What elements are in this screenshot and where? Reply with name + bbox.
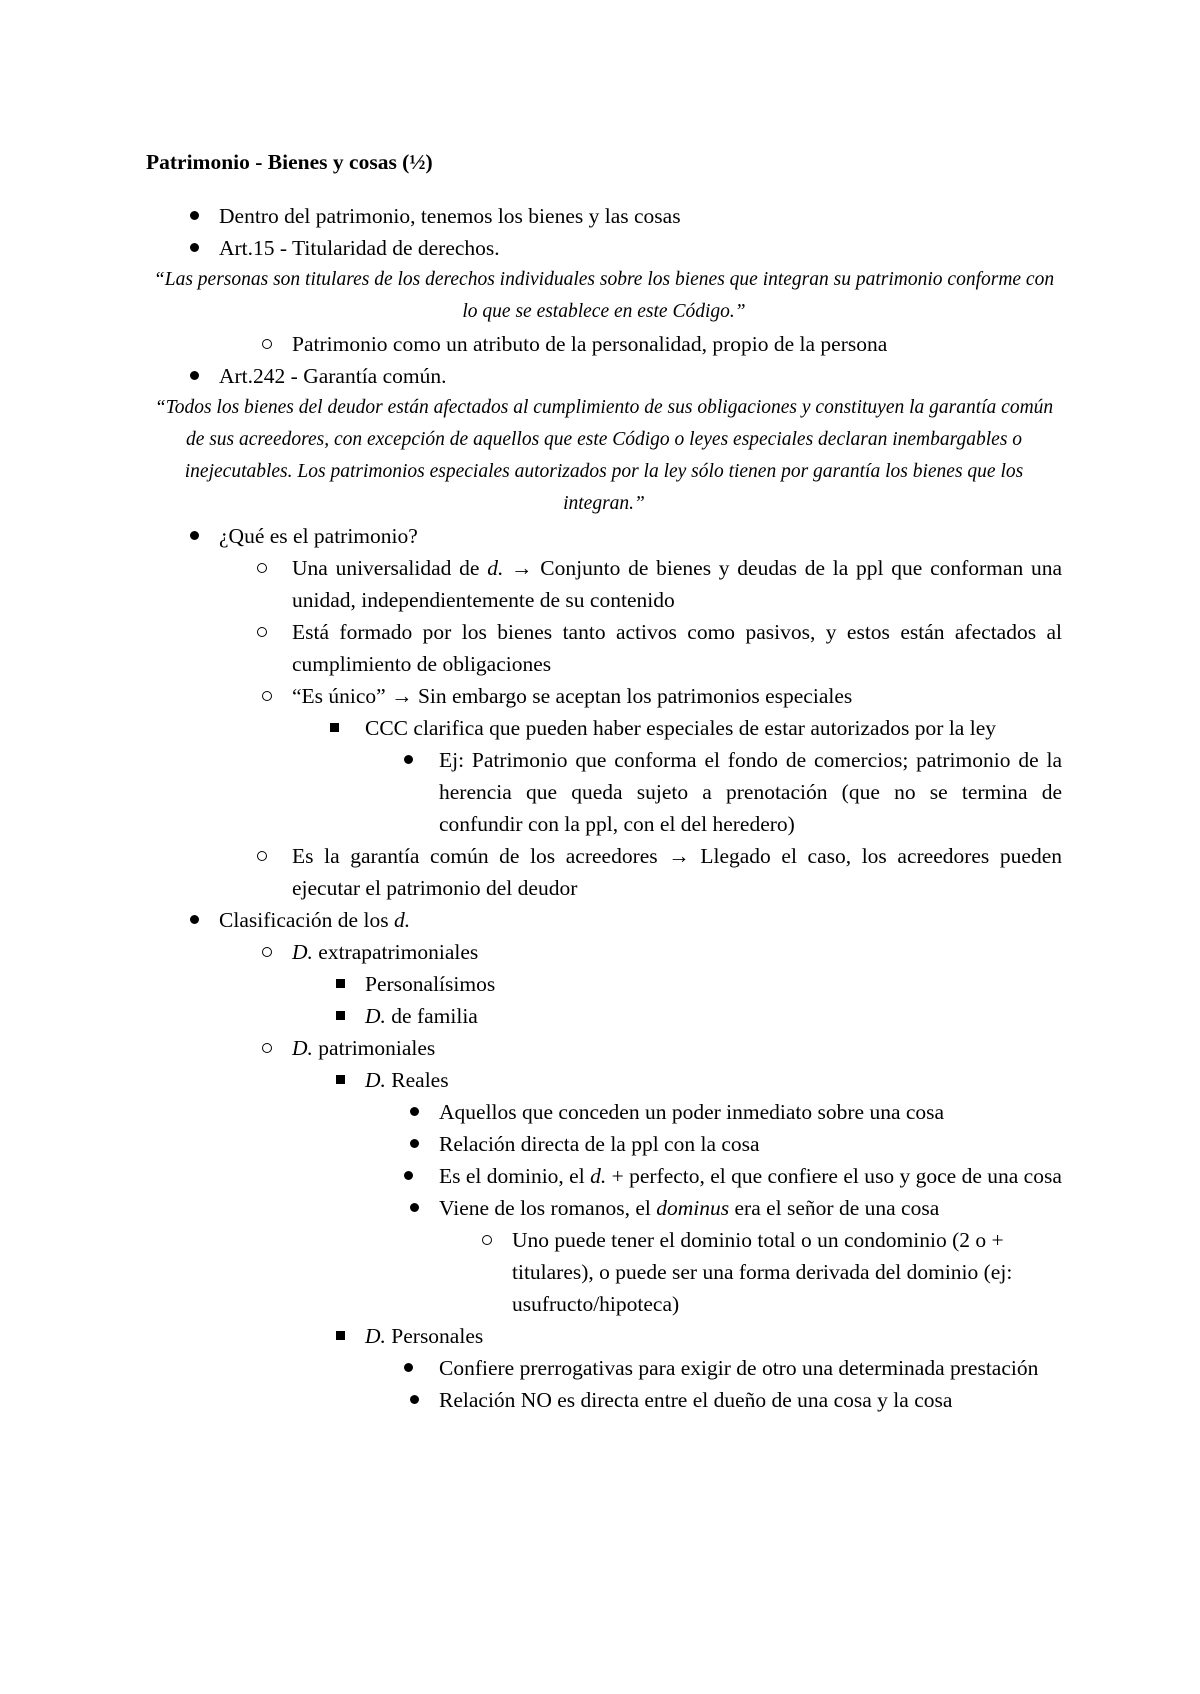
list-item: Clasificación de los d. [146, 904, 1062, 936]
list-item: D. de familia [146, 1000, 1062, 1032]
filled-bullet-icon [404, 1096, 424, 1128]
filled-bullet-icon [404, 1352, 424, 1384]
list-item: Confiere prerrogativas para exigir de otro una determinada prestación [146, 1352, 1062, 1384]
hollow-bullet-icon [257, 328, 277, 360]
list-item: Ej: Patrimonio que conforma el fondo de comercios; patrimonio de la herencia que queda sujeto a prenotación (que no se termina de confundir con la ppl, con el del heredero) [146, 744, 1062, 840]
document-title: Patrimonio - Bienes y cosas (½) [146, 150, 433, 174]
square-bullet-icon [330, 1064, 350, 1096]
filled-bullet-icon [184, 200, 204, 232]
square-bullet-icon [330, 1000, 350, 1032]
filled-bullet-icon [404, 1384, 424, 1416]
list-item: Viene de los romanos, el dominus era el señor de una cosa [146, 1192, 1062, 1224]
hollow-bullet-icon [257, 616, 277, 648]
list-item: Está formado por los bienes tanto activos como pasivos, y estos están afectados al cumplimiento de obligaciones [146, 616, 1062, 680]
square-bullet-icon [330, 1320, 350, 1352]
list-item: ¿Qué es el patrimonio? [146, 520, 1062, 552]
list-item: CCC clarifica que pueden haber especiales de estar autorizados por la ley [146, 712, 1062, 744]
filled-bullet-icon [404, 1192, 424, 1224]
document-page [146, 146, 1062, 1416]
filled-bullet-icon [184, 360, 204, 392]
hollow-bullet-icon [257, 936, 277, 968]
filled-bullet-icon [184, 904, 204, 936]
list-item: Uno puede tener el dominio total o un condominio (2 o + titulares), o puede ser una forma derivada del dominio (ej: usufructo/hipoteca) [146, 1224, 1062, 1320]
hollow-bullet-icon [257, 552, 277, 584]
hollow-bullet-icon [257, 1032, 277, 1064]
list-item: Art.242 - Garantía común. [146, 360, 1062, 392]
list-item: Art.15 - Titularidad de derechos. [146, 232, 1062, 264]
filled-bullet-icon [404, 744, 424, 776]
filled-bullet-icon [184, 232, 204, 264]
list-item: D. extrapatrimoniales [146, 936, 1062, 968]
list-item: D. patrimoniales [146, 1032, 1062, 1064]
quote-art15: “Las personas son titulares de los derechos individuales sobre los bienes que integran su patrimonio conforme con lo que se establece en este Código.” [153, 269, 1055, 322]
list-item: Es la garantía común de los acreedores → Llegado el caso, los acreedores pueden ejecutar el patrimonio del deudor [146, 840, 1062, 904]
list-item: Personalísimos [146, 968, 1062, 1000]
square-bullet-icon [330, 712, 350, 744]
filled-bullet-icon [184, 520, 204, 552]
square-bullet-icon [330, 968, 350, 1000]
list-item: Patrimonio como un atributo de la personalidad, propio de la persona [146, 328, 1062, 360]
hollow-bullet-icon [257, 680, 277, 712]
hollow-bullet-icon [257, 840, 277, 872]
list-item: Una universalidad de d. → Conjunto de bienes y deudas de la ppl que conforman una unidad, independientemente de su contenido [146, 552, 1062, 616]
list-item: Aquellos que conceden un poder inmediato sobre una cosa [146, 1096, 1062, 1128]
list-item: Relación NO es directa entre el dueño de una cosa y la cosa [146, 1384, 1062, 1416]
list-item: “Es único” → Sin embargo se aceptan los patrimonios especiales [146, 680, 1062, 712]
hollow-bullet-icon [477, 1224, 497, 1256]
list-item: Dentro del patrimonio, tenemos los bienes y las cosas [146, 200, 1062, 232]
list-item: D. Reales [146, 1064, 1062, 1096]
filled-bullet-icon [404, 1160, 424, 1192]
filled-bullet-icon [404, 1128, 424, 1160]
list-item: Es el dominio, el d. + perfecto, el que confiere el uso y goce de una cosa [146, 1160, 1062, 1192]
quote-art242: “Todos los bienes del deudor están afectados al cumplimiento de sus obligaciones y constituyen la garantía común de sus acreedores, con excepción de aquellos que este Código o leyes especiales declaran inembargables o inejecutables. Los patrimonios especiales autorizados por la ley sólo tienen por garantía los bienes que los integran.” [154, 397, 1054, 514]
list-item: D. Personales [146, 1320, 1062, 1352]
list-item: Relación directa de la ppl con la cosa [146, 1128, 1062, 1160]
